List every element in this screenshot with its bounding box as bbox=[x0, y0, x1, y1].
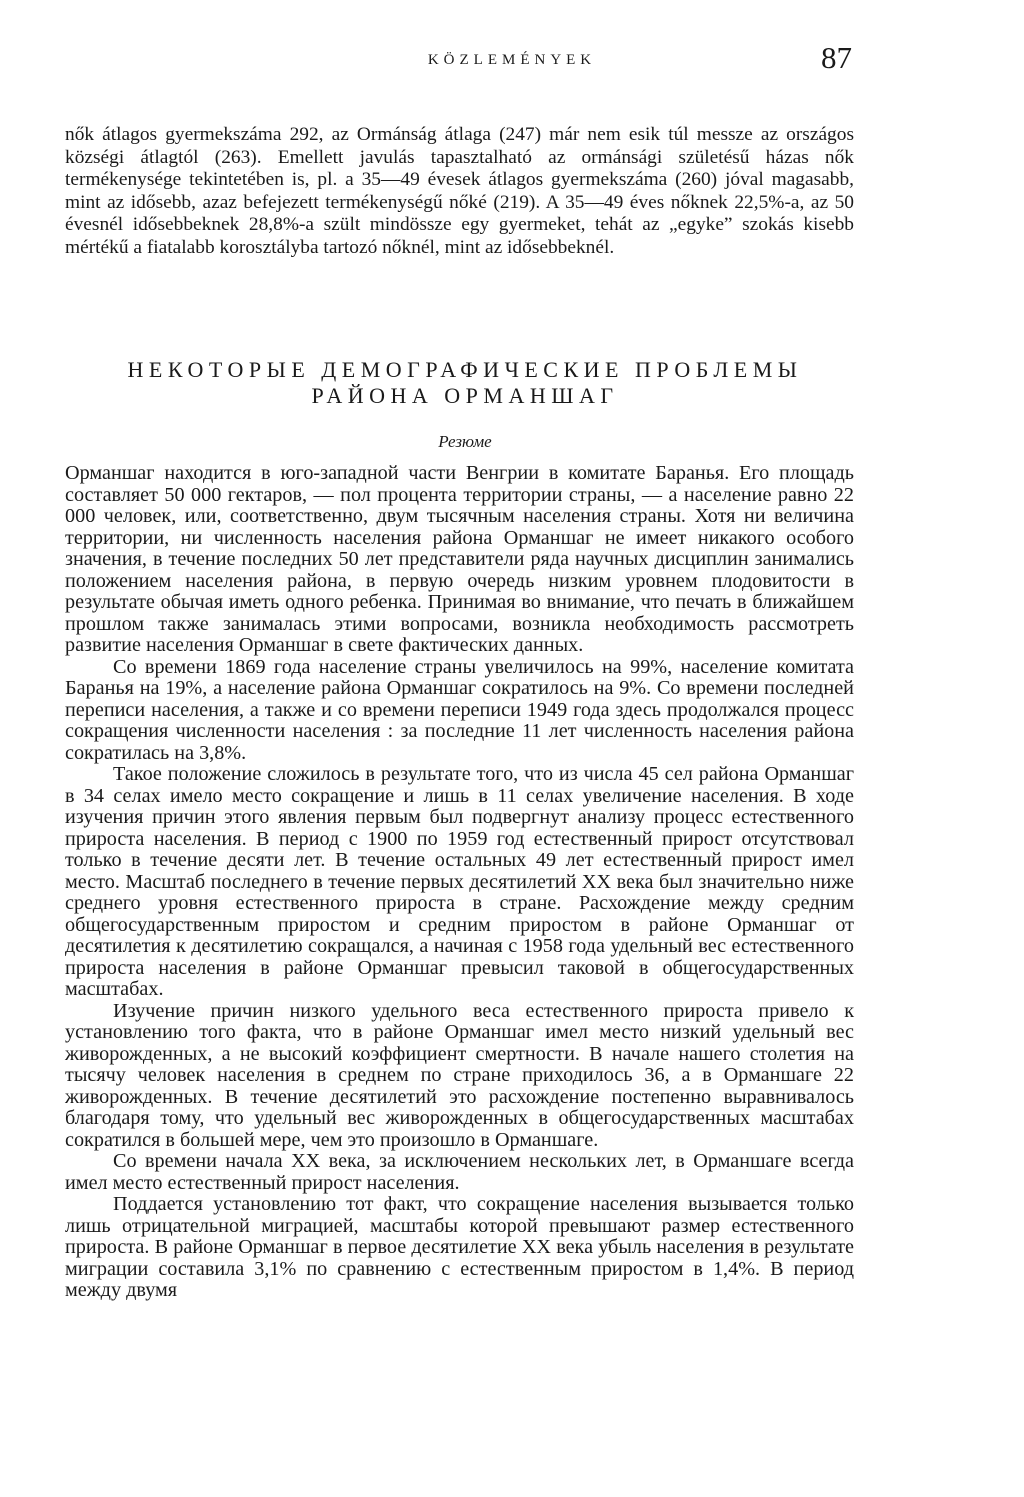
running-head: KÖZLEMÉNYEK bbox=[427, 52, 597, 68]
article-subtitle: Резюме bbox=[438, 432, 492, 451]
paragraph-1: Орманшаг находится в юго-западной части Венгрии в комитате Баранья. Его площадь составляет 50 000 гектаров, — пол процента территории страны, — а население равно 22 000 человек, или, соответственно, двум тысячным населения страны. Хотя ни величина территории, ни численность населения района Орманшаг не имеет никакого особого значения, в течение последних 50 лет представители ряда научных дисциплин занимались положением населения района, в первую очередь низким уровнем плодовитости в результате обычая иметь одного ребенка. Принимая во внимание, что печать в ближайшем прошлом также занималась этими вопросами, возникла необходимость рассмотреть развитие населения Орманшаг в свете фактических данных. bbox=[65, 462, 854, 656]
paragraph-5: Со времени начала XX века, за исключением нескольких лет, в Орманшаге всегда имел место естественный прирост населения. bbox=[65, 1150, 854, 1194]
article-title bbox=[55, 357, 875, 409]
article-title-line-2: РАЙОНА ОРМАНШАГ bbox=[311, 383, 619, 408]
paragraph-6: Поддается установлению тот факт, что сокращение населения вызывается только лишь отрицательной миграцией, масштабы которой превышают размер естественного прироста. В районе Орманшаг в первое десятилетие XX века убыль населения в результате миграции составила 3,1% по сравнению с естественным приростом в 1,4%. В период между двумя bbox=[65, 1193, 854, 1301]
paragraph-hu: nők átlagos gyermekszáma 292, az Ormánság átlaga (247) már nem esik túl messze az országos községi átlagtól (263). Emellett javulás tapasztalható az ormánsági születésű házas nők termékenysége tekintetében is, pl. a 35—49 évesek átlagos gyermekszáma (260) jóval magasabb, mint az idősebb, azaz befejezett termékenységű nőké (219). A 35—49 éves nőknek 22,5%-a, az 50 évesnél idősebbeknek 28,8%-a szült mindössze egy gyermeket, tehát az „egyke” szokás kisebb mértékű a fiatalabb korosztályba tartozó nőknél, mint az idősebbeknél. bbox=[65, 124, 854, 258]
page-number: 87 bbox=[821, 40, 852, 75]
article-title-line-1: НЕКОТОРЫЕ ДЕМОГРАФИЧЕСКИЕ ПРОБЛЕМЫ bbox=[127, 357, 803, 382]
article-body bbox=[65, 463, 854, 1302]
paragraph-3: Такое положение сложилось в результате того, что из числа 45 сел района Орманшаг в 34 селах имело место сокращение и лишь в 11 селах увеличение населения. В ходе изучения причин этого явления первым был подвергнут анализу процесс естественного прироста населения. В период с 1900 по 1959 год естественный прирост отсутствовал только в течение десяти лет. В течение остальных 49 лет естественный прирост имел место. Масштаб последнего в течение первых десятилетий XX века был значительно ниже среднего уровня естественного прироста в стране. Расхождение между средним общегосударственным приростом и средним приростом в районе Орманшаг от десятилетия к десятилетию сокращался, а начиная с 1958 года удельный вес естественного прироста населения в районе Орманшаг превысил таковой в общегосударственных масштабах. bbox=[65, 763, 854, 1000]
paragraph-4: Изучение причин низкого удельного веса естественного прироста привело к установлению того факта, что в районе Орманшаг имел место низкий удельный вес живорожденных, а не высокий коэффициент смертности. В начале нашего столетия на тысячу человек населения в среднем по стране приходилось 36, а в Орманшаге 22 живорожденных. В течение десятилетий это расхождение постепенно выравнивалось благодаря тому, что удельный вес живорожденных в общегосударственных масштабах сократился в большей мере, чем это произошло в Орманшаге. bbox=[65, 999, 854, 1151]
paragraph-2: Со времени 1869 года население страны увеличилось на 99%, население комитата Баранья на 19%, а население района Орманшаг сократилось на 9%. Со времени последней переписи населения, а также и со времени переписи 1949 года здесь продолжался процесс сокращения численности населения : за последние 11 лет численность населения района сократилась на 3,8%. bbox=[65, 655, 854, 764]
hungarian-paragraph bbox=[65, 124, 854, 259]
